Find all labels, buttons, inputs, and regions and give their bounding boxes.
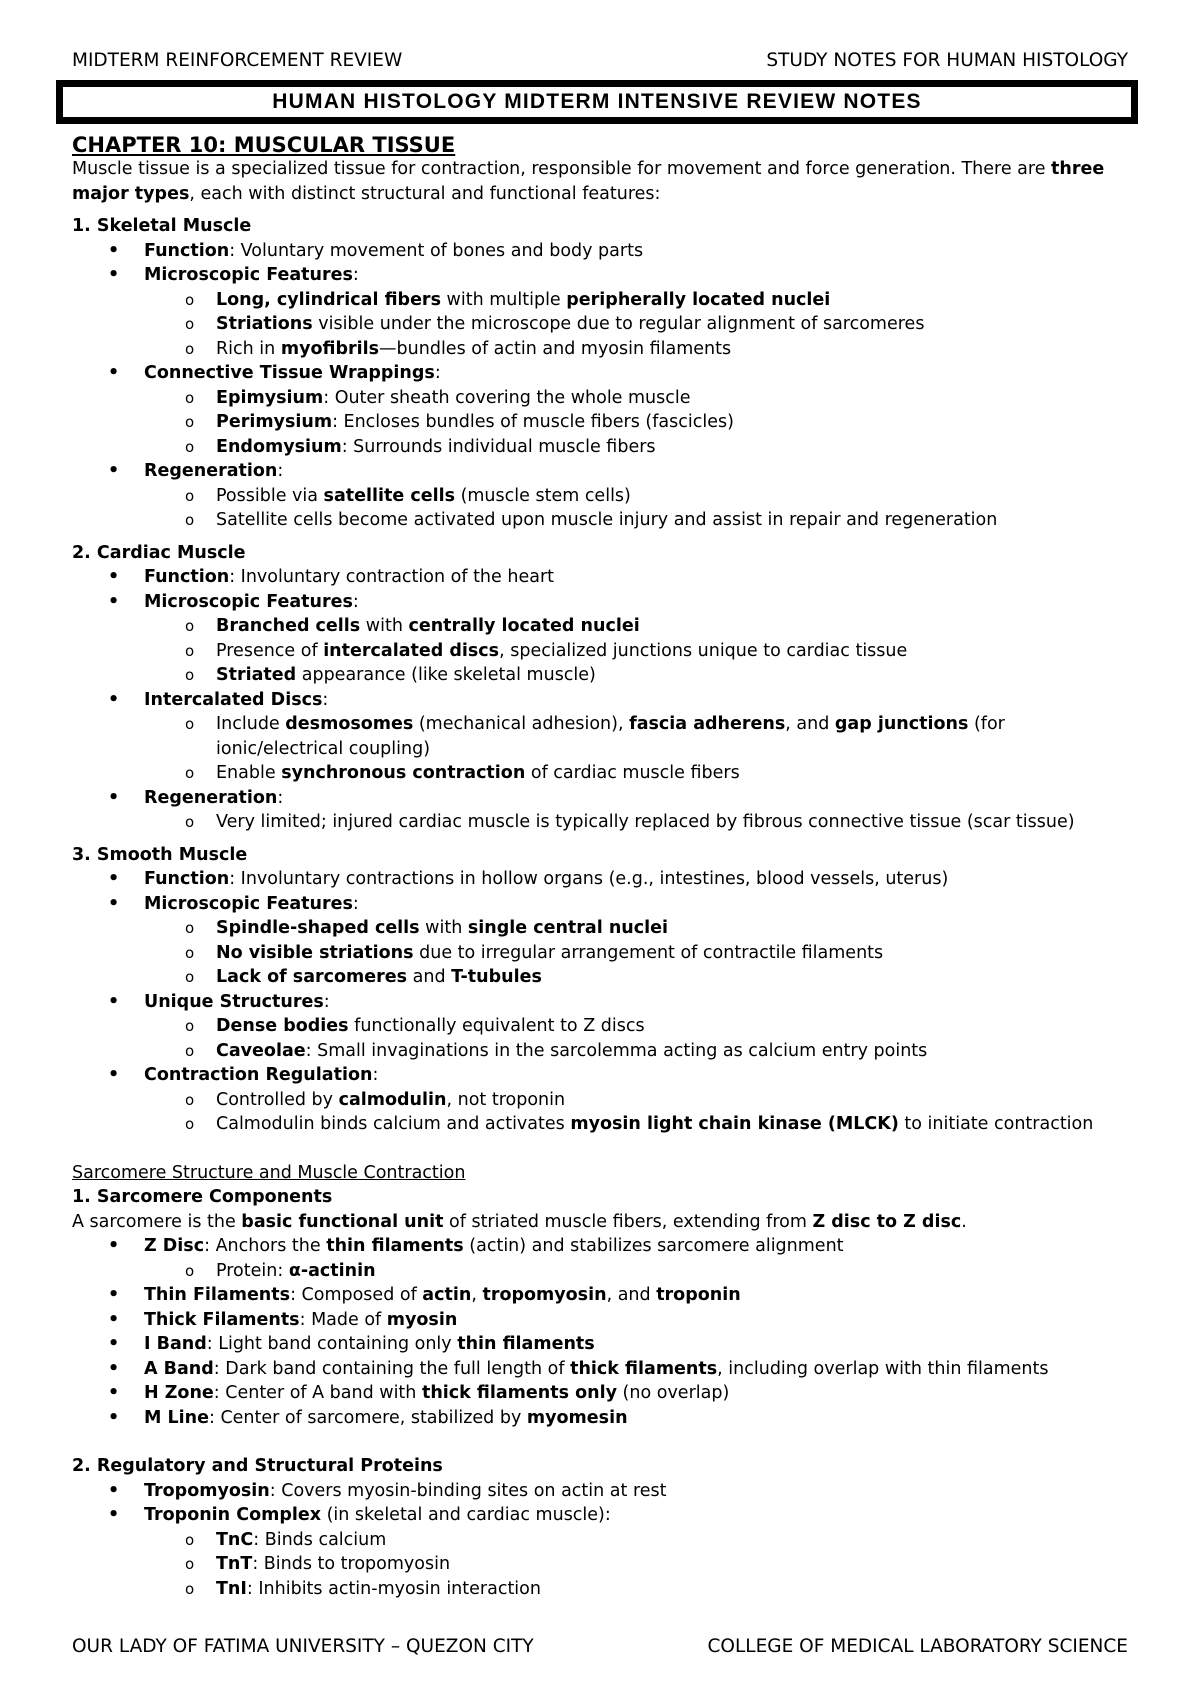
- list-item: o Endomysium: Surrounds individual muscle fibers: [72, 435, 1132, 460]
- list-item: o Spindle-shaped cells with single central nuclei: [72, 916, 1132, 941]
- list-item: o Dense bodies functionally equivalent to Z discs: [72, 1014, 1132, 1039]
- list-item: • Tropomyosin: Covers myosin-binding sites on actin at rest: [72, 1479, 1132, 1504]
- list-item: • Function: Voluntary movement of bones and body parts: [72, 239, 1132, 264]
- page-footer: [72, 1632, 1128, 1660]
- list-item: • Function: Involuntary contraction of the heart: [72, 565, 1132, 590]
- list-item: • Microscopic Features: o Spindle-shaped cells with single central nuclei o No visible striations due to irregular arrangement of contractile filaments o Lack of sarcomeres and T-tubules: [72, 892, 1132, 990]
- footer-right: COLLEGE OF MEDICAL LABORATORY SCIENCE: [707, 1635, 1128, 1657]
- list-item: • Intercalated Discs: o Include desmosomes (mechanical adhesion), fascia adherens, and gap junctions (for ionic/electrical coupling) o Enable synchronous contraction of cardiac muscle fibers: [72, 688, 1132, 786]
- list-item: o Enable synchronous contraction of cardiac muscle fibers: [72, 761, 1132, 786]
- list-item: o No visible striations due to irregular arrangement of contractile filaments: [72, 941, 1132, 966]
- list-item: o Very limited; injured cardiac muscle is typically replaced by fibrous connective tissue (scar tissue): [72, 810, 1132, 835]
- intro-paragraph: Muscle tissue is a specialized tissue for contraction, responsible for movement and force generation. There are three major types, each with distinct structural and functional features:: [72, 159, 1105, 204]
- list-item: o Lack of sarcomeres and T-tubules: [72, 965, 1132, 990]
- list-item: o Long, cylindrical fibers with multiple peripherally located nuclei: [72, 288, 1132, 313]
- list-item: o Perimysium: Encloses bundles of muscle fibers (fascicles): [72, 410, 1132, 435]
- list-item: o TnI: Inhibits actin-myosin interaction: [72, 1577, 1132, 1602]
- smooth-list: [72, 867, 1132, 1137]
- sarcomere-subheading: Sarcomere Structure and Muscle Contraction: [72, 1162, 466, 1183]
- list-item: o Satellite cells become activated upon muscle injury and assist in repair and regeneration: [72, 508, 1132, 533]
- list-item: o Include desmosomes (mechanical adhesion), fascia adherens, and gap junctions (for ionic/electrical coupling): [72, 712, 1132, 761]
- footer-left: OUR LADY OF FATIMA UNIVERSITY – QUEZON CITY: [72, 1635, 534, 1657]
- list-item: • Z Disc: Anchors the thin filaments (actin) and stabilizes sarcomere alignment o Protein: α-actinin: [72, 1234, 1132, 1283]
- title-box: [56, 80, 1138, 124]
- list-item: o Striated appearance (like skeletal muscle): [72, 663, 1132, 688]
- sarcomere-components-heading: 1. Sarcomere Components: [72, 1187, 333, 1207]
- list-item: o TnT: Binds to tropomyosin: [72, 1552, 1132, 1577]
- list-item: o Possible via satellite cells (muscle stem cells): [72, 484, 1132, 509]
- list-item: o Protein: α-actinin: [72, 1259, 1132, 1284]
- document-body: [72, 133, 1132, 1601]
- sarcomere-intro: A sarcomere is the basic functional unit of striated muscle fibers, extending from Z disc to Z disc.: [72, 1211, 967, 1232]
- list-item: • Microscopic Features: o Branched cells with centrally located nuclei o Presence of intercalated discs, specialized junctions unique to cardiac tissue o Striated appearance (like skeletal muscle): [72, 590, 1132, 688]
- skeletal-list: [72, 239, 1132, 533]
- chapter-heading: CHAPTER 10: MUSCULAR TISSUE: [72, 133, 456, 157]
- header-left: MIDTERM REINFORCEMENT REVIEW: [72, 49, 403, 71]
- sarcomere-list: [72, 1234, 1132, 1430]
- list-item: • Microscopic Features: o Long, cylindrical fibers with multiple peripherally located nuclei o Striations visible under the microscope due to regular alignment of sarcomeres o Rich in myofibrils—bundles of actin and myosin filaments: [72, 263, 1132, 361]
- list-item: • A Band: Dark band containing the full length of thick filaments, including overlap with thin filaments: [72, 1357, 1132, 1382]
- section-skeletal-heading: 1. Skeletal Muscle: [72, 216, 252, 236]
- list-item: • Function: Involuntary contractions in hollow organs (e.g., intestines, blood vessels, uterus): [72, 867, 1132, 892]
- list-item: • Thin Filaments: Composed of actin, tropomyosin, and troponin: [72, 1283, 1132, 1308]
- regulatory-heading: 2. Regulatory and Structural Proteins: [72, 1456, 443, 1476]
- section-smooth-heading: 3. Smooth Muscle: [72, 844, 248, 865]
- list-item: o Epimysium: Outer sheath covering the whole muscle: [72, 386, 1132, 411]
- document-title: HUMAN HISTOLOGY MIDTERM INTENSIVE REVIEW NOTES: [272, 90, 922, 113]
- header-right: STUDY NOTES FOR HUMAN HISTOLOGY: [766, 49, 1128, 71]
- list-item: o TnC: Binds calcium: [72, 1528, 1132, 1553]
- list-item: o Branched cells with centrally located nuclei: [72, 614, 1132, 639]
- section-cardiac-heading: 2. Cardiac Muscle: [72, 542, 246, 563]
- list-item: • Troponin Complex (in skeletal and cardiac muscle): o TnC: Binds calcium o TnT: Binds to tropomyosin o TnI: Inhibits actin-myosin interaction: [72, 1503, 1132, 1601]
- regulatory-list: [72, 1479, 1132, 1602]
- cardiac-list: [72, 565, 1132, 835]
- list-item: • Contraction Regulation: o Controlled by calmodulin, not troponin o Calmodulin binds calcium and activates myosin light chain kinase (MLCK) to initiate contraction: [72, 1063, 1132, 1137]
- list-item: o Presence of intercalated discs, specialized junctions unique to cardiac tissue: [72, 639, 1132, 664]
- list-item: • Regeneration: o Very limited; injured cardiac muscle is typically replaced by fibrous connective tissue (scar tissue): [72, 786, 1132, 835]
- list-item: o Striations visible under the microscope due to regular alignment of sarcomeres: [72, 312, 1132, 337]
- list-item: • Thick Filaments: Made of myosin: [72, 1308, 1132, 1333]
- list-item: • Regeneration: o Possible via satellite cells (muscle stem cells) o Satellite cells become activated upon muscle injury and assist in repair and regeneration: [72, 459, 1132, 533]
- list-item: o Rich in myofibrils—bundles of actin and myosin filaments: [72, 337, 1132, 362]
- list-item: • Connective Tissue Wrappings: o Epimysium: Outer sheath covering the whole muscle o Perimysium: Encloses bundles of muscle fibers (fascicles) o Endomysium: Surrounds individual muscle fibers: [72, 361, 1132, 459]
- list-item: • Unique Structures: o Dense bodies functionally equivalent to Z discs o Caveolae: Small invaginations in the sarcolemma acting as calcium entry points: [72, 990, 1132, 1064]
- list-item: o Controlled by calmodulin, not troponin: [72, 1088, 1132, 1113]
- list-item: o Caveolae: Small invaginations in the sarcolemma acting as calcium entry points: [72, 1039, 1132, 1064]
- list-item: • H Zone: Center of A band with thick filaments only (no overlap): [72, 1381, 1132, 1406]
- list-item: • M Line: Center of sarcomere, stabilized by myomesin: [72, 1406, 1132, 1431]
- list-item: o Calmodulin binds calcium and activates myosin light chain kinase (MLCK) to initiate contraction: [72, 1112, 1132, 1137]
- page-header: [72, 46, 1128, 74]
- list-item: • I Band: Light band containing only thin filaments: [72, 1332, 1132, 1357]
